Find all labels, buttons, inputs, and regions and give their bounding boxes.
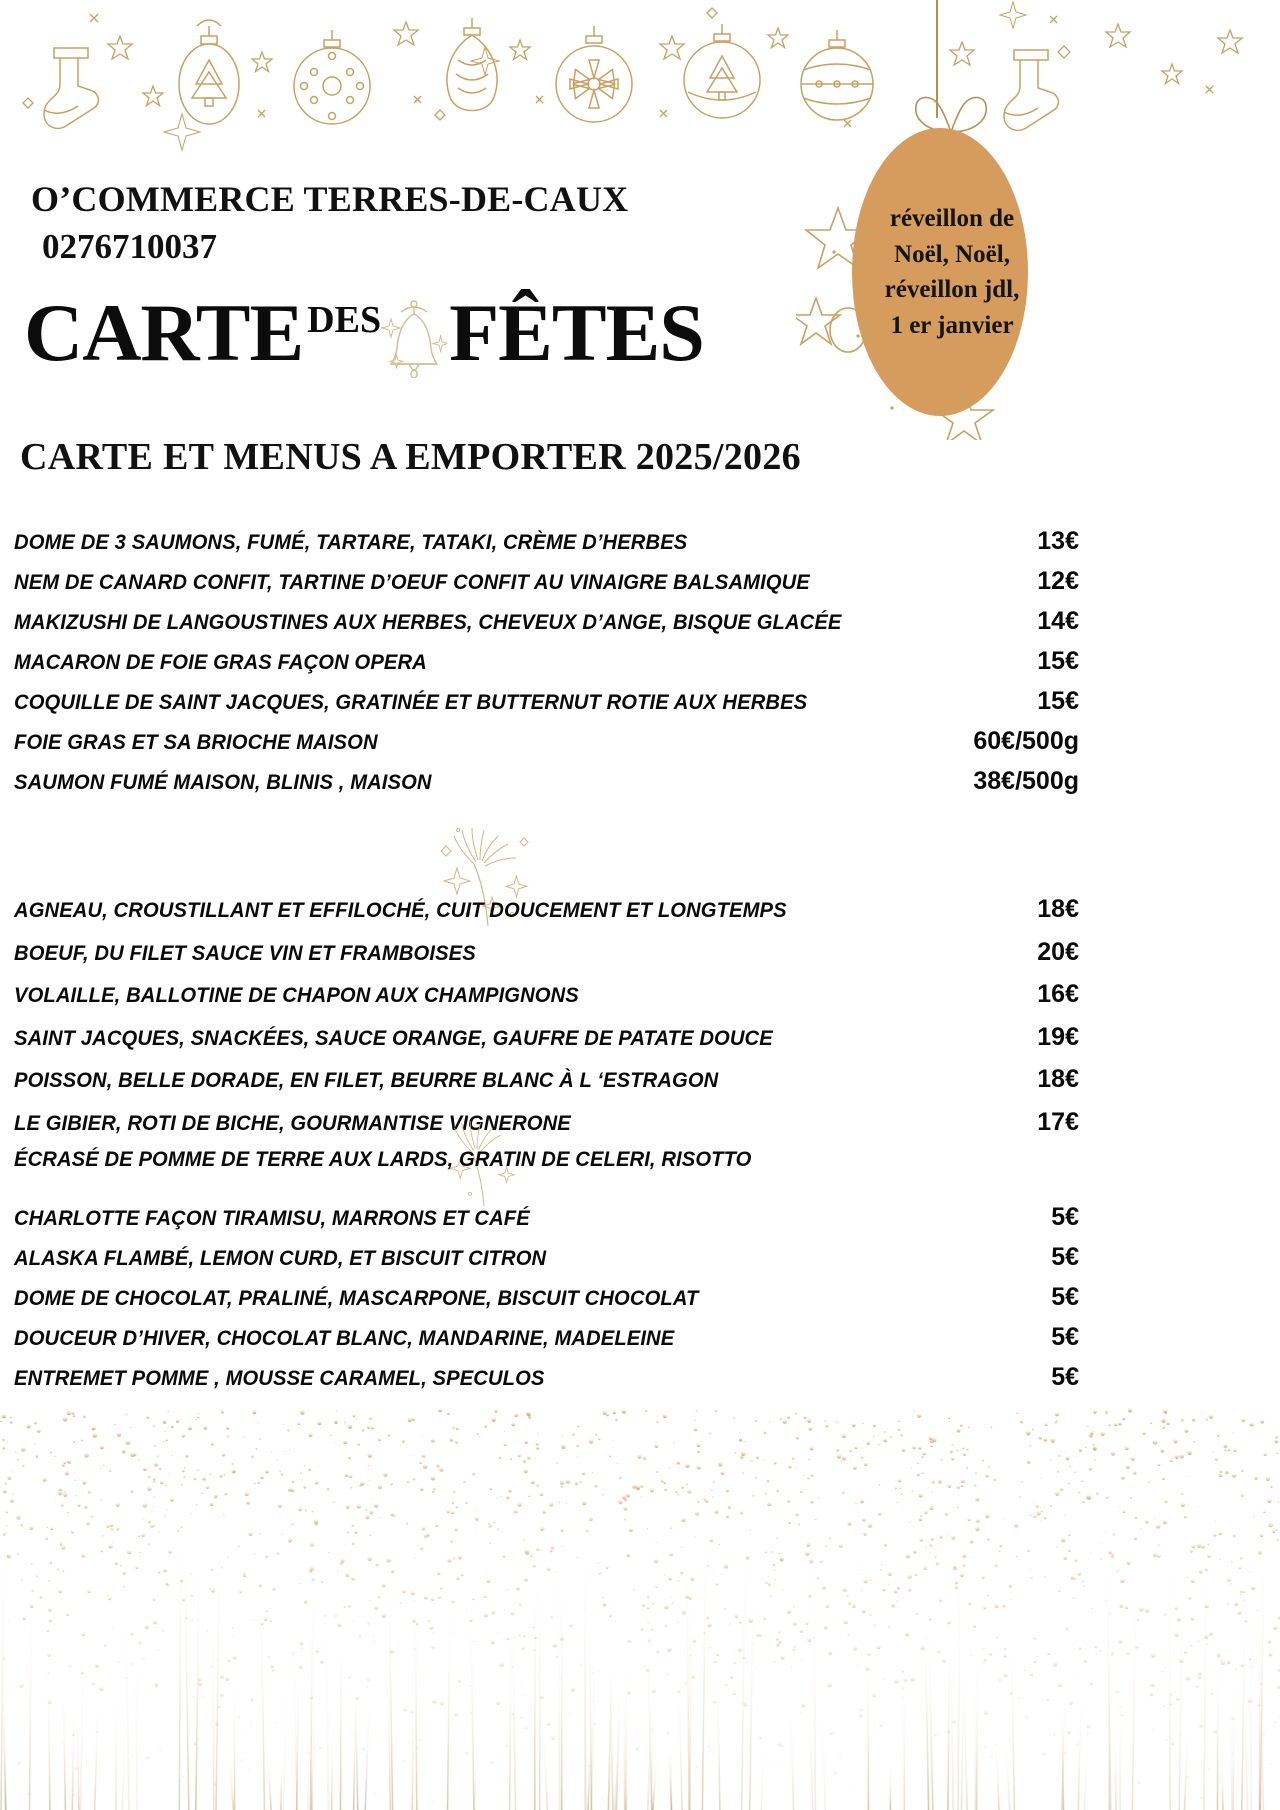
dish-name: BOEUF, DU FILET SAUCE VIN ET FRAMBOISES <box>14 940 476 965</box>
starter-row <box>14 527 1079 556</box>
dish-name: MACARON DE FOIE GRAS FAÇON OPERA <box>14 650 427 674</box>
dish-price: 18€ <box>1037 895 1079 923</box>
dish-price: 17€ <box>1037 1107 1079 1136</box>
bauble-dotted-icon <box>294 30 370 124</box>
main-course-row <box>14 1065 1079 1094</box>
bell-tree-icon <box>684 24 760 118</box>
main-course-row <box>14 1023 1079 1052</box>
confetti-svg <box>0 1380 1280 1810</box>
dessert-row <box>14 1363 1079 1392</box>
dish-name: DOUCEUR D’HIVER, CHOCOLAT BLANC, MANDARINE, MADELEINE <box>14 1326 675 1350</box>
flower-bauble-icon <box>556 26 632 122</box>
dish-price: 5€ <box>1051 1283 1079 1311</box>
main-courses-section <box>14 895 1079 1150</box>
bauble-tree-icon <box>179 20 239 124</box>
small-circle-ornament <box>818 300 878 360</box>
starter-row <box>14 687 1079 716</box>
dish-name: ÉCRASÉ DE POMME DE TERRE AUX LARDS, GRATIN DE CELERI, RISOTTO <box>14 1147 752 1171</box>
badge-stars <box>796 140 1096 440</box>
main-course-row <box>14 980 1079 1009</box>
dessert-row <box>14 1203 1079 1232</box>
dish-price: 19€ <box>1037 1022 1079 1051</box>
dessert-row <box>14 1283 1079 1312</box>
dish-price: 5€ <box>1051 1363 1079 1391</box>
holiday-badge <box>852 0 1092 430</box>
dish-price: 5€ <box>1051 1243 1079 1271</box>
dessert-row <box>14 1323 1079 1352</box>
dish-name: SAUMON FUMÉ MAISON, BLINIS , MAISON <box>14 770 432 794</box>
starter-row <box>14 647 1079 676</box>
menu-subtitle: CARTE ET MENUS A EMPORTER 2025/2026 <box>20 436 801 478</box>
dish-name: SAINT JACQUES, SNACKÉES, SAUCE ORANGE, GAUFRE DE PATATE DOUCE <box>14 1025 773 1050</box>
dish-name: VOLAILLE, BALLOTINE DE CHAPON AUX CHAMPIGNONS <box>14 983 579 1007</box>
bottom-confetti-decoration <box>0 1380 1280 1810</box>
business-name: O’COMMERCE TERRES-DE-CAUX <box>31 179 629 219</box>
starter-row <box>14 767 1079 796</box>
dish-price: 14€ <box>1037 607 1079 635</box>
dish-name: DOME DE 3 SAUMONS, FUMÉ, TARTARE, TATAKI, CRÈME D’HERBES <box>14 530 688 554</box>
desserts-section <box>14 1203 1079 1403</box>
main-course-row <box>14 895 1079 924</box>
dish-name: POISSON, BELLE DORADE, EN FILET, BEURRE BLANC À L ‘ESTRAGON <box>14 1068 719 1092</box>
main-course-row <box>14 1108 1079 1137</box>
dessert-row <box>14 1243 1079 1272</box>
dish-name: NEM DE CANARD CONFIT, TARTINE D’OEUF CONFIT AU VINAIGRE BALSAMIQUE <box>14 570 810 594</box>
main-course-row <box>14 938 1079 967</box>
dish-price: 13€ <box>1037 527 1079 555</box>
starter-row <box>14 607 1079 636</box>
dish-name: ALASKA FLAMBÉ, LEMON CURD, ET BISCUIT CITRON <box>14 1246 547 1270</box>
accompaniment-row <box>14 1147 1079 1172</box>
dish-name: LE GIBIER, ROTI DE BICHE, GOURMANTISE VIGNERONE <box>14 1110 571 1135</box>
business-phone: 0276710037 <box>42 227 217 266</box>
dish-price: 5€ <box>1051 1323 1079 1351</box>
dish-price: 15€ <box>1037 687 1079 715</box>
dish-price: 15€ <box>1037 647 1079 675</box>
dish-name: DOME DE CHOCOLAT, PRALINÉ, MASCARPONE, BISCUIT CHOCOLAT <box>14 1286 699 1310</box>
dish-price: 5€ <box>1051 1203 1079 1231</box>
dish-name: MAKIZUSHI DE LANGOUSTINES AUX HERBES, CHEVEUX D’ANGE, BISQUE GLACÉE <box>14 610 842 634</box>
title-word-des: DES <box>307 299 382 341</box>
badge-text: réveillon de Noël, Noël, réveillon jdl, 1 er janvier <box>884 205 1020 339</box>
dish-price: 12€ <box>1037 567 1079 595</box>
dish-price: 38€/500g <box>973 767 1079 795</box>
dish-name: FOIE GRAS ET SA BRIOCHE MAISON <box>14 730 378 754</box>
starters-section <box>14 527 1079 807</box>
stocking-icon <box>44 48 98 128</box>
starter-row <box>14 567 1079 596</box>
title-word-fetes: FÊTES <box>449 287 704 379</box>
dish-name: COQUILLE DE SAINT JACQUES, GRATINÉE ET BUTTERNUT ROTIE AUX HERBES <box>14 690 808 714</box>
dish-name: ENTREMET POMME , MOUSSE CARAMEL, SPECULOS <box>14 1366 545 1390</box>
starter-row <box>14 727 1079 756</box>
dish-price: 18€ <box>1037 1065 1079 1093</box>
title-word-carte: CARTE <box>24 287 304 379</box>
dish-price: 20€ <box>1037 937 1079 966</box>
dish-name: AGNEAU, CROUSTILLANT ET EFFILOCHÉ, CUIT DOUCEMENT ET LONGTEMPS <box>14 898 787 922</box>
accompaniments-row <box>14 1147 1079 1172</box>
teardrop-ornament-icon <box>447 18 497 111</box>
dish-name: CHARLOTTE FAÇON TIRAMISU, MARRONS ET CAFÉ <box>14 1206 530 1230</box>
bell-icon <box>381 298 447 378</box>
dish-price: 60€/500g <box>973 727 1079 755</box>
page-title <box>24 287 704 379</box>
dish-price: 16€ <box>1037 980 1079 1008</box>
